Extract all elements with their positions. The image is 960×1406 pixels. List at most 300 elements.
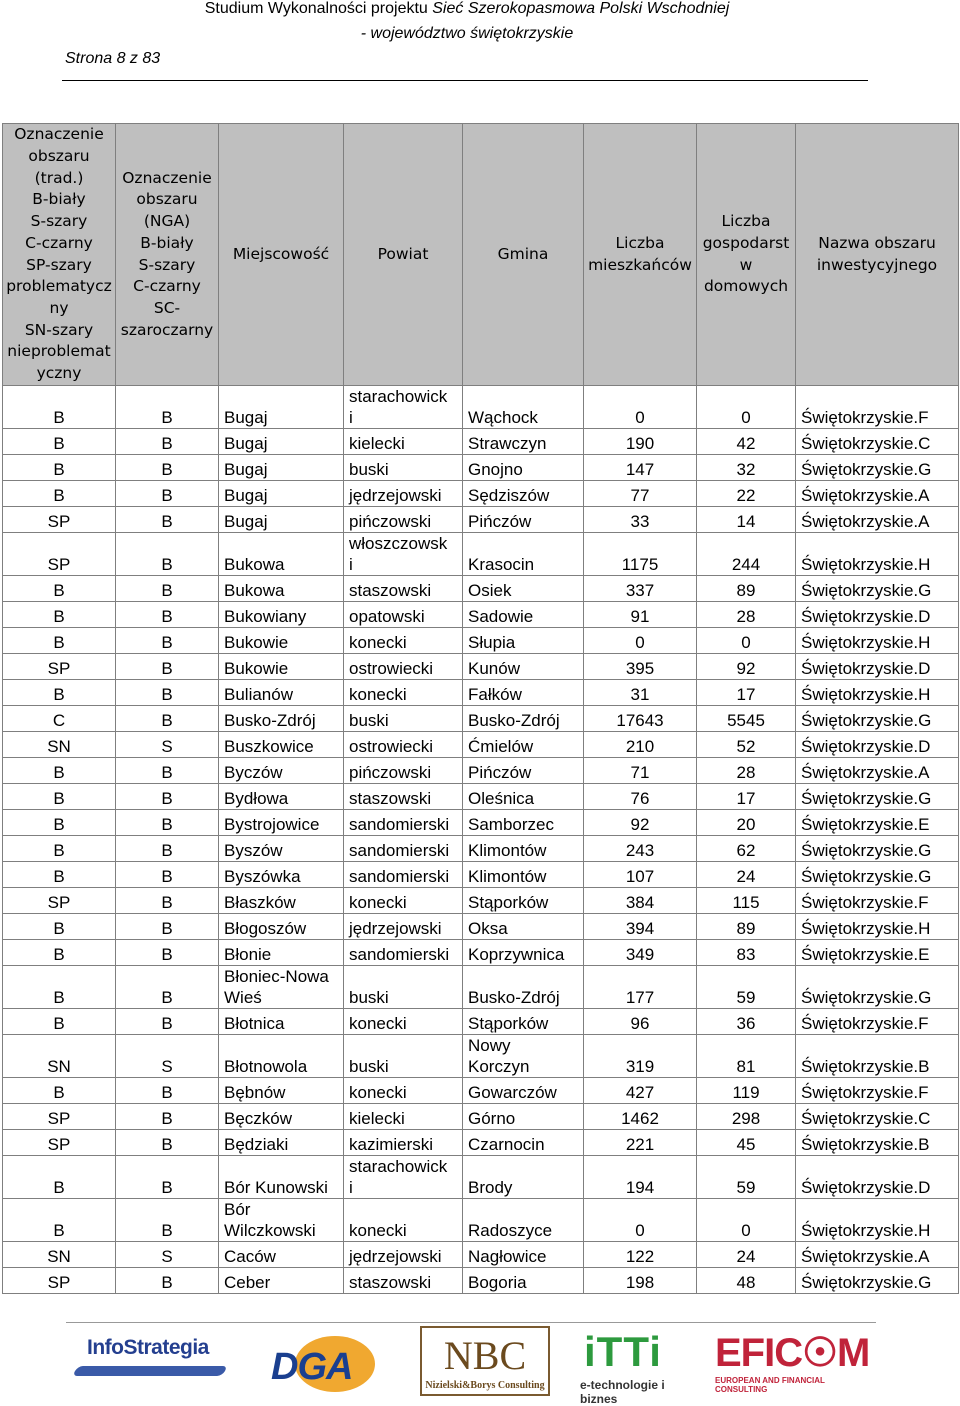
cell-locality: Błaszków [219, 888, 344, 914]
itti-logo-subtext: e-technologie i biznes [580, 1378, 665, 1406]
cell-population: 92 [584, 810, 697, 836]
cell-commune: Kunów [463, 654, 584, 680]
cell-trad-area: B [3, 1156, 116, 1199]
footer-divider [66, 1322, 876, 1323]
cell-line: Wieś [224, 988, 262, 1007]
cell-population: 210 [584, 732, 697, 758]
cell-county: konecki [344, 1199, 463, 1242]
cell-locality: Błogoszów [219, 914, 344, 940]
cell-population: 0 [584, 1199, 697, 1242]
nbc-logo-text: NBC [443, 1333, 527, 1378]
cell-population: 107 [584, 862, 697, 888]
cell-trad-area: B [3, 810, 116, 836]
cell-trad-area: B [3, 576, 116, 602]
cell-trad-area: SN [3, 732, 116, 758]
cell-households: 0 [697, 1199, 796, 1242]
cell-county [344, 386, 463, 429]
cell-households: 83 [697, 940, 796, 966]
header-divider [62, 80, 868, 81]
table-row [3, 628, 959, 654]
header-line: C-czarny [133, 277, 201, 296]
cell-locality: Busko-Zdrój [219, 706, 344, 732]
cell-nga-area: B [116, 1156, 219, 1199]
cell-commune: Klimontów [463, 836, 584, 862]
header-investment-area [796, 124, 959, 386]
cell-nga-area: B [116, 1199, 219, 1242]
table-row [3, 862, 959, 888]
cell-commune: Ćmielów [463, 732, 584, 758]
cell-county: jędrzejowski [344, 1242, 463, 1268]
table-row [3, 455, 959, 481]
cell-locality: Błotnowola [219, 1035, 344, 1078]
cell-county: buski [344, 966, 463, 1009]
cell-population: 1462 [584, 1104, 697, 1130]
cell-county: jędrzejowski [344, 481, 463, 507]
cell-trad-area: B [3, 680, 116, 706]
cell-trad-area: SP [3, 654, 116, 680]
cell-population: 91 [584, 602, 697, 628]
cell-households: 28 [697, 602, 796, 628]
table-row [3, 784, 959, 810]
cell-line: Nowy [468, 1036, 511, 1055]
cell-county: konecki [344, 888, 463, 914]
cell-households: 62 [697, 836, 796, 862]
cell-households: 17 [697, 784, 796, 810]
cell-nga-area: B [116, 533, 219, 576]
cell-county: buski [344, 706, 463, 732]
cell-commune: Sadowie [463, 602, 584, 628]
cell-investment-area: Świętokrzyskie.H [796, 628, 959, 654]
cell-trad-area: B [3, 1009, 116, 1035]
cell-households: 24 [697, 1242, 796, 1268]
table-row [3, 576, 959, 602]
cell-nga-area: B [116, 602, 219, 628]
cell-nga-area: B [116, 1104, 219, 1130]
table-row [3, 888, 959, 914]
cell-nga-area: S [116, 1242, 219, 1268]
cell-nga-area: S [116, 732, 219, 758]
cell-trad-area: B [3, 784, 116, 810]
cell-nga-area: B [116, 1009, 219, 1035]
cell-nga-area: B [116, 1268, 219, 1294]
cell-investment-area: Świętokrzyskie.G [796, 836, 959, 862]
cell-nga-area: B [116, 680, 219, 706]
cell-trad-area: SP [3, 533, 116, 576]
cell-households: 89 [697, 914, 796, 940]
cell-commune: Czarnocin [463, 1130, 584, 1156]
cell-nga-area: B [116, 507, 219, 533]
cell-nga-area: B [116, 966, 219, 1009]
cell-trad-area: B [3, 940, 116, 966]
itti-logo [580, 1328, 700, 1406]
cell-county: staszowski [344, 1268, 463, 1294]
locations-table [2, 123, 959, 1294]
cell-nga-area: B [116, 706, 219, 732]
document-title-prefix: Studium Wykonalności projektu [204, 0, 433, 17]
cell-households: 52 [697, 732, 796, 758]
nbc-logo [420, 1326, 550, 1396]
cell-line: starachowick [349, 1157, 448, 1176]
cell-locality: Będziaki [219, 1130, 344, 1156]
cell-investment-area: Świętokrzyskie.B [796, 1035, 959, 1078]
infostrategia-swoosh-icon [72, 1366, 228, 1376]
cell-county: buski [344, 455, 463, 481]
cell-investment-area: Świętokrzyskie.H [796, 680, 959, 706]
cell-population: 31 [584, 680, 697, 706]
dga-logo-text: DGA [271, 1346, 353, 1388]
cell-locality: Bugaj [219, 455, 344, 481]
table-row [3, 654, 959, 680]
cell-commune: Krasocin [463, 533, 584, 576]
cell-households: 32 [697, 455, 796, 481]
cell-trad-area: B [3, 455, 116, 481]
cell-trad-area: SN [3, 1242, 116, 1268]
cell-population: 0 [584, 628, 697, 654]
cell-nga-area: B [116, 836, 219, 862]
cell-population: 394 [584, 914, 697, 940]
table-row [3, 914, 959, 940]
cell-population: 198 [584, 1268, 697, 1294]
header-line: B-biały [32, 190, 86, 209]
cell-county: buski [344, 1035, 463, 1078]
table-row [3, 1078, 959, 1104]
table-row [3, 1268, 959, 1294]
cell-county: konecki [344, 1078, 463, 1104]
cell-nga-area: B [116, 429, 219, 455]
cell-county: sandomierski [344, 836, 463, 862]
cell-commune: Oksa [463, 914, 584, 940]
header-line: obszaru [136, 190, 198, 209]
cell-households: 244 [697, 533, 796, 576]
cell-nga-area: B [116, 576, 219, 602]
table-row [3, 732, 959, 758]
cell-households: 20 [697, 810, 796, 836]
table-row [3, 1009, 959, 1035]
cell-households: 48 [697, 1268, 796, 1294]
cell-population: 77 [584, 481, 697, 507]
cell-investment-area: Świętokrzyskie.C [796, 1104, 959, 1130]
cell-commune [463, 1035, 584, 1078]
cell-investment-area: Świętokrzyskie.H [796, 1199, 959, 1242]
cell-commune: Fałków [463, 680, 584, 706]
cell-population: 384 [584, 888, 697, 914]
cell-population: 122 [584, 1242, 697, 1268]
table-row [3, 429, 959, 455]
cell-commune: Osiek [463, 576, 584, 602]
cell-county: staszowski [344, 784, 463, 810]
table-row [3, 481, 959, 507]
cell-county: sandomierski [344, 810, 463, 836]
cell-county: konecki [344, 680, 463, 706]
header-line: w [739, 255, 753, 274]
cell-commune: Strawczyn [463, 429, 584, 455]
table-row [3, 1242, 959, 1268]
table-row [3, 758, 959, 784]
document-title-project: Sieć Szerokopasmowa Polski Wschodniej [432, 0, 730, 17]
table-row [3, 810, 959, 836]
cell-county [344, 533, 463, 576]
table-row [3, 966, 959, 1009]
cell-nga-area: B [116, 1078, 219, 1104]
cell-county: kielecki [344, 1104, 463, 1130]
eficom-logo-subtext: EUROPEAN AND FINANCIAL CONSULTING [715, 1376, 825, 1394]
cell-households: 59 [697, 966, 796, 1009]
header-line: Oznaczenie [14, 125, 104, 144]
cell-locality: Bydłowa [219, 784, 344, 810]
cell-population: 17643 [584, 706, 697, 732]
cell-locality [219, 966, 344, 1009]
table-row [3, 1104, 959, 1130]
cell-commune: Górno [463, 1104, 584, 1130]
dga-logo [265, 1336, 395, 1391]
cell-investment-area: Świętokrzyskie.F [796, 386, 959, 429]
cell-nga-area: B [116, 654, 219, 680]
cell-trad-area: SP [3, 1130, 116, 1156]
cell-investment-area: Świętokrzyskie.F [796, 1078, 959, 1104]
cell-line: Bór [224, 1200, 251, 1219]
cell-population: 33 [584, 507, 697, 533]
cell-trad-area: B [3, 758, 116, 784]
cell-line: i [349, 555, 353, 574]
cell-nga-area: B [116, 784, 219, 810]
header-line: S-szary [30, 212, 88, 231]
cell-commune: Gnojno [463, 455, 584, 481]
cell-locality: Bukowiany [219, 602, 344, 628]
cell-investment-area: Świętokrzyskie.H [796, 914, 959, 940]
header-population [584, 124, 697, 386]
cell-trad-area: B [3, 1078, 116, 1104]
cell-population: 337 [584, 576, 697, 602]
cell-nga-area: B [116, 914, 219, 940]
cell-commune: Stąporków [463, 1009, 584, 1035]
cell-investment-area: Świętokrzyskie.G [796, 966, 959, 1009]
cell-locality: Bukowie [219, 654, 344, 680]
cell-trad-area: SP [3, 1268, 116, 1294]
cell-investment-area: Świętokrzyskie.H [796, 533, 959, 576]
header-county: Powiat [344, 124, 463, 386]
cell-locality: Bór Kunowski [219, 1156, 344, 1199]
cell-commune: Brody [463, 1156, 584, 1199]
cell-commune: Pińczów [463, 507, 584, 533]
cell-trad-area: SN [3, 1035, 116, 1078]
header-line: B-biały [140, 233, 194, 252]
cell-county [344, 1156, 463, 1199]
header-line: Liczba [615, 233, 665, 252]
cell-population: 190 [584, 429, 697, 455]
header-commune: Gmina [463, 124, 584, 386]
cell-investment-area: Świętokrzyskie.G [796, 784, 959, 810]
table-row [3, 706, 959, 732]
table-row [3, 940, 959, 966]
cell-locality: Bukowa [219, 576, 344, 602]
cell-locality [219, 1199, 344, 1242]
cell-locality: Caców [219, 1242, 344, 1268]
cell-population: 76 [584, 784, 697, 810]
table-row [3, 1035, 959, 1078]
cell-households: 89 [697, 576, 796, 602]
cell-locality: Ceber [219, 1268, 344, 1294]
cell-commune: Nagłowice [463, 1242, 584, 1268]
cell-locality: Byczów [219, 758, 344, 784]
cell-investment-area: Świętokrzyskie.G [796, 706, 959, 732]
cell-investment-area: Świętokrzyskie.G [796, 862, 959, 888]
cell-trad-area: B [3, 862, 116, 888]
cell-households: 115 [697, 888, 796, 914]
cell-locality: Bulianów [219, 680, 344, 706]
cell-nga-area: B [116, 455, 219, 481]
cell-households: 0 [697, 386, 796, 429]
cell-population: 243 [584, 836, 697, 862]
cell-population: 1175 [584, 533, 697, 576]
cell-locality: Błonie [219, 940, 344, 966]
page-number: Strona 8 z 83 [65, 50, 161, 67]
cell-county: sandomierski [344, 940, 463, 966]
cell-population: 349 [584, 940, 697, 966]
header-line: Liczba [721, 212, 771, 231]
cell-households: 81 [697, 1035, 796, 1078]
cell-nga-area: S [116, 1035, 219, 1078]
cell-population: 395 [584, 654, 697, 680]
header-line: SC- [153, 298, 181, 317]
cell-nga-area: B [116, 758, 219, 784]
cell-investment-area: Świętokrzyskie.D [796, 654, 959, 680]
cell-households: 28 [697, 758, 796, 784]
header-line: SP-szary [26, 255, 92, 274]
cell-trad-area: SP [3, 1104, 116, 1130]
cell-commune: Oleśnica [463, 784, 584, 810]
cell-county: ostrowiecki [344, 732, 463, 758]
cell-line: włoszczowsk [349, 534, 448, 553]
header-line: domowych [703, 277, 789, 296]
infostrategia-logo [75, 1332, 235, 1382]
cell-trad-area: B [3, 386, 116, 429]
table-row [3, 680, 959, 706]
eficom-logo-text: EFIC☉M [715, 1331, 870, 1375]
header-line: (trad.) [34, 168, 84, 187]
cell-locality: Bugaj [219, 481, 344, 507]
cell-county: konecki [344, 628, 463, 654]
cell-investment-area: Świętokrzyskie.A [796, 758, 959, 784]
cell-line: i [349, 408, 353, 427]
cell-commune: Samborzec [463, 810, 584, 836]
infostrategia-logo-text: InfoStrategia [87, 1336, 209, 1359]
header-line: gospodarst [702, 233, 790, 252]
cell-population: 147 [584, 455, 697, 481]
table-row [3, 1199, 959, 1242]
cell-population: 319 [584, 1035, 697, 1078]
cell-nga-area: B [116, 810, 219, 836]
cell-county: opatowski [344, 602, 463, 628]
cell-county: staszowski [344, 576, 463, 602]
cell-nga-area: B [116, 481, 219, 507]
cell-locality: Bębnów [219, 1078, 344, 1104]
cell-households: 298 [697, 1104, 796, 1130]
cell-investment-area: Świętokrzyskie.D [796, 1156, 959, 1199]
itti-logo-text: iTTi [584, 1328, 662, 1375]
cell-investment-area: Świętokrzyskie.F [796, 1009, 959, 1035]
cell-locality: Bukowie [219, 628, 344, 654]
cell-commune: Wąchock [463, 386, 584, 429]
cell-locality: Błotnica [219, 1009, 344, 1035]
document-subtitle: - województwo świętokrzyskie [360, 25, 574, 42]
cell-county: ostrowiecki [344, 654, 463, 680]
cell-trad-area: SP [3, 507, 116, 533]
cell-investment-area: Świętokrzyskie.G [796, 455, 959, 481]
cell-households: 45 [697, 1130, 796, 1156]
table-row [3, 386, 959, 429]
cell-nga-area: B [116, 386, 219, 429]
cell-trad-area: B [3, 1199, 116, 1242]
cell-line: Błoniec-Nowa [224, 967, 329, 986]
header-line: nieproblemat [7, 342, 111, 361]
cell-commune: Radoszyce [463, 1199, 584, 1242]
cell-investment-area: Świętokrzyskie.G [796, 1268, 959, 1294]
cell-county: jędrzejowski [344, 914, 463, 940]
cell-trad-area: B [3, 429, 116, 455]
header-line: mieszkańców [588, 255, 692, 274]
header-line: ny [49, 298, 69, 317]
cell-county: konecki [344, 1009, 463, 1035]
cell-investment-area: Świętokrzyskie.C [796, 429, 959, 455]
header-line: problematycz [6, 277, 112, 296]
cell-population: 71 [584, 758, 697, 784]
header-line: szaroczarny [120, 320, 214, 339]
cell-households: 24 [697, 862, 796, 888]
cell-locality: Bugaj [219, 386, 344, 429]
cell-trad-area: B [3, 836, 116, 862]
cell-investment-area: Świętokrzyskie.F [796, 888, 959, 914]
cell-county: kielecki [344, 429, 463, 455]
cell-commune: Sędziszów [463, 481, 584, 507]
cell-households: 17 [697, 680, 796, 706]
cell-commune: Klimontów [463, 862, 584, 888]
cell-households: 42 [697, 429, 796, 455]
cell-commune: Gowarczów [463, 1078, 584, 1104]
cell-households: 59 [697, 1156, 796, 1199]
cell-trad-area: B [3, 602, 116, 628]
header-line: S-szary [138, 255, 196, 274]
table-row [3, 507, 959, 533]
cell-population: 221 [584, 1130, 697, 1156]
cell-trad-area: SP [3, 888, 116, 914]
header-line: (NGA) [143, 212, 191, 231]
table-row [3, 602, 959, 628]
cell-county: sandomierski [344, 862, 463, 888]
table-header-row [3, 124, 959, 386]
header-nga-area [116, 124, 219, 386]
table-row [3, 533, 959, 576]
cell-households: 5545 [697, 706, 796, 732]
cell-nga-area: B [116, 628, 219, 654]
cell-commune: Busko-Zdrój [463, 706, 584, 732]
header-households [697, 124, 796, 386]
header-line: Nazwa obszaru [818, 233, 936, 252]
table-row [3, 1130, 959, 1156]
table-body [3, 386, 959, 1294]
cell-line: starachowick [349, 387, 448, 406]
table-row [3, 836, 959, 862]
cell-commune: Stąporków [463, 888, 584, 914]
cell-population: 96 [584, 1009, 697, 1035]
cell-locality: Bystrojowice [219, 810, 344, 836]
cell-households: 0 [697, 628, 796, 654]
cell-investment-area: Świętokrzyskie.G [796, 576, 959, 602]
document-title [0, 0, 934, 17]
cell-trad-area: B [3, 914, 116, 940]
cell-line: Wilczkowski [224, 1221, 316, 1240]
cell-households: 119 [697, 1078, 796, 1104]
cell-investment-area: Świętokrzyskie.D [796, 732, 959, 758]
